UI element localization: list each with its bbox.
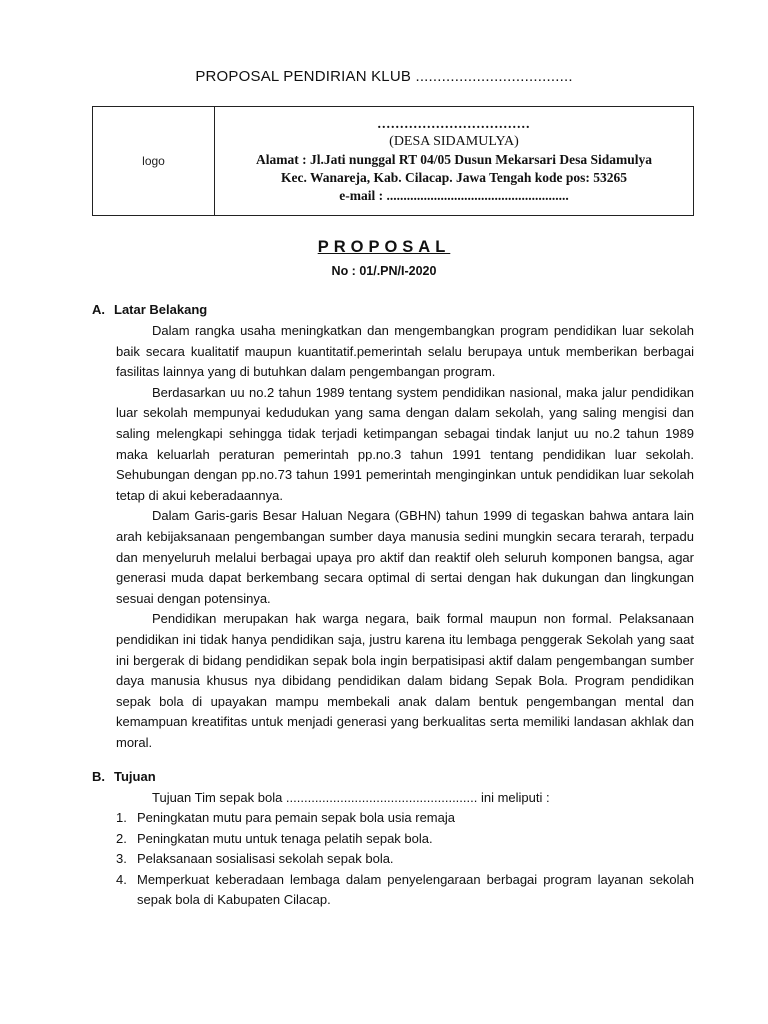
section-a-heading: [92, 302, 207, 317]
proposal-number: No : 01/.PN/I-2020: [331, 264, 437, 278]
list-item: [116, 829, 694, 850]
address-line-2: Kec. Wanareja, Kab. Cilacap. Jawa Tengah kode pos: 53265: [280, 170, 628, 185]
letterhead-info: [215, 107, 693, 215]
paragraph: Dalam Garis-garis Besar Haluan Negara (GBHN) tahun 1999 di tegaskan bahwa antara lain arah kebijaksanaan pengembangan sumber daya manusia sedini mungkin secara terarah, terpadu dan menyeluruh melalui berbagai upaya pro aktif dan reaktif oleh seluruh komponen bangsa, agar generasi muda dapat berkembang secara optimal di sertai dengan hak dukungan dan lingkungan sesuai dengan potensinya.: [116, 508, 694, 606]
list-number: 3.: [116, 851, 127, 867]
list-number: 4.: [116, 871, 127, 887]
letterhead-table: [92, 106, 694, 216]
list-item: [116, 870, 694, 911]
village-name: (DESA SIDAMULYA): [389, 134, 519, 149]
proposal-heading-text: PROPOSAL: [317, 238, 451, 256]
section-label: B.: [92, 769, 105, 784]
section-title: Latar Belakang: [114, 302, 208, 317]
list-text: Pelaksanaan sosialisasi sekolah sepak bola.: [137, 851, 394, 867]
goals-list: [116, 808, 694, 911]
paragraph: Berdasarkan uu no.2 tahun 1989 tentang system pendidikan nasional, maka jalur pendidikan luar sekolah mempunyai kedudukan yang sama dengan dalam sekolah, yang saling mengisi dan saling melengkapi sehingga tidak terjadi ketimpangan sebagai tindak lanjut uu no.2 tahun 1989 maka keluarlah peraturan pemerintah pp.no.3 tahun 1991 tentang pendidikan luar sekolah. Sehubungan dengan pp.no.73 tahun 1991 pemerintah menginginkan untuk pendidikan luar sekolah tetap di akui keberadaannya.: [116, 384, 694, 503]
section-a-body: [116, 321, 694, 753]
organization-name: ..................................: [377, 117, 531, 132]
section-label: A.: [92, 302, 105, 317]
proposal-heading: [0, 238, 768, 257]
logo-placeholder: logo: [93, 107, 215, 215]
list-text: Peningkatan mutu untuk tenaga pelatih sepak bola.: [137, 830, 433, 846]
list-text: Memperkuat keberadaan lembaga dalam penyelengaraan berbagai program layanan sekolah sepak bola di Kabupaten Cilacap.: [137, 871, 694, 908]
section-b-heading: [92, 769, 156, 784]
document-title: PROPOSAL PENDIRIAN KLUB ....................................: [195, 68, 573, 85]
list-text: Peningkatan mutu para pemain sepak bola usia remaja: [137, 810, 455, 825]
email-line: e-mail : ......................................................: [339, 188, 569, 203]
address-line-1: Alamat : Jl.Jati nunggal RT 04/05 Dusun Mekarsari Desa Sidamulya: [255, 152, 653, 167]
section-title: Tujuan: [114, 769, 156, 784]
paragraph: Dalam rangka usaha meningkatkan dan mengembangkan program pendidikan luar sekolah baik secara kualitatif maupun kuantitatif.pemerintah selalu berupaya untuk memberikan berbagai fasilitas lainnya yang di butuhkan dalam pengembangan program.: [116, 323, 694, 380]
list-item: [116, 849, 694, 870]
section-b-intro: Tujuan Tim sepak bola ..................................................... ini meliputi :: [152, 790, 550, 805]
list-number: 2.: [116, 830, 127, 846]
list-number: 1.: [116, 810, 127, 825]
list-item: [116, 808, 694, 829]
paragraph: Pendidikan merupakan hak warga negara, baik formal maupun non formal. Pelaksanaan pendidikan ini tidak hanya pendidikan saja, justru karena itu lembaga penggerak Sekolah yang saat ini bergerak di bidang pendidikan sepak bola ingin berpatisipasi aktif dalam pengembangan sumber daya manusia khusus nya dibidang pendidikan dalam bidang Sepak Bola. Program pendidikan sepak bola di upayakan mampu membekali anak dalam bentuk pengembangan mental dan kemampuan kreatifitas untuk menjadi generasi yang berkualitas serta memiliki landasan akhlak dan moral.: [116, 611, 694, 750]
